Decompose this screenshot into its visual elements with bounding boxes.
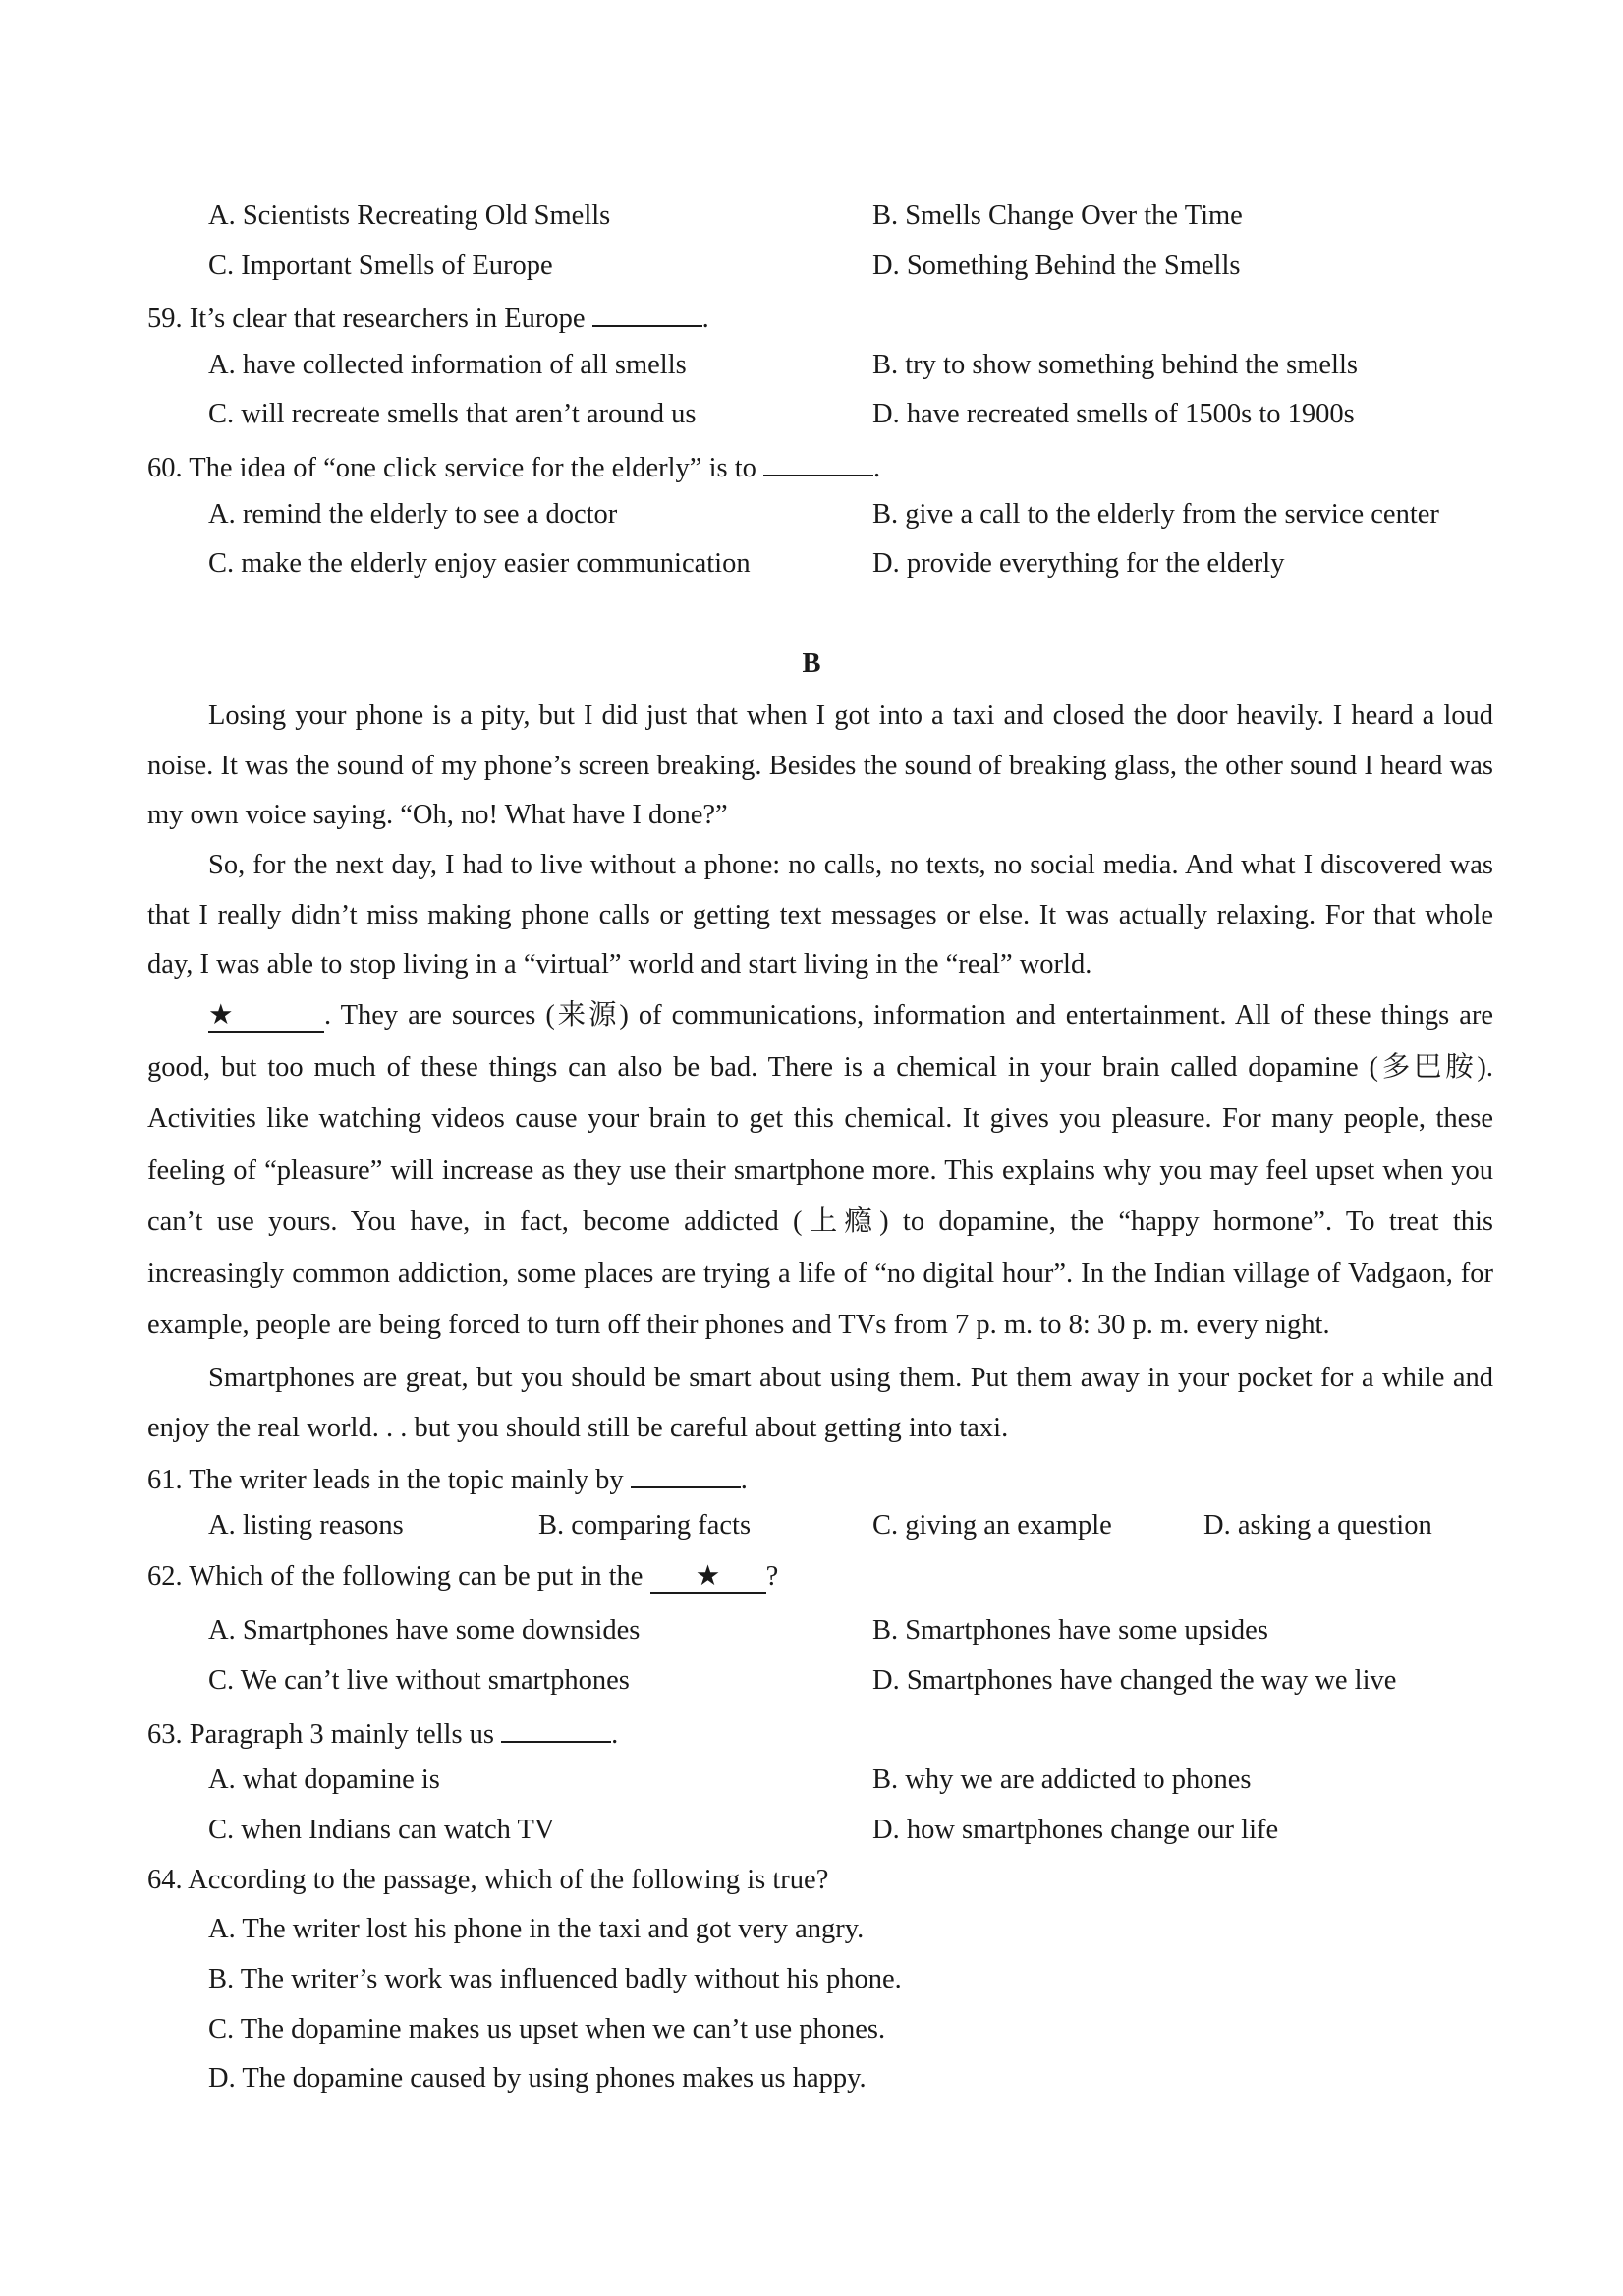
q58-option-c[interactable]: C. Important Smells of Europe — [208, 251, 553, 281]
q61-option-c[interactable]: C. giving an example — [872, 1510, 1112, 1540]
q62-option-c[interactable]: C. We can’t live without smartphones — [208, 1665, 630, 1696]
q63-answer-blank[interactable] — [501, 1717, 611, 1743]
q61-answer-blank[interactable] — [631, 1463, 741, 1488]
q64-stem: 64. According to the passage, which of the following is true? — [147, 1865, 829, 1895]
passage-paragraph-1: Losing your phone is a pity, but I did just that when I got into a taxi and closed the door heavily. I heard a loud noise. It was the sound of my phone’s screen breaking. Besides the sound of breaking glass, the other sound I heard was my own voice saying. “Oh, no! What have I done?” — [147, 700, 1493, 830]
q64-option-c[interactable]: C. The dopamine makes us upset when we can’t use phones. — [208, 2014, 886, 2044]
q59-answer-blank[interactable] — [592, 302, 702, 327]
q60-answer-blank[interactable] — [763, 451, 873, 476]
q59-question — [147, 302, 709, 334]
passage-paragraph-3 — [147, 990, 1493, 1352]
section-title: B — [802, 648, 821, 679]
q60-option-d[interactable]: D. provide everything for the elderly — [872, 548, 1285, 579]
q60-question — [147, 451, 880, 483]
q61-stem: 61. The writer leads in the topic mainly by — [147, 1465, 624, 1495]
q61-option-d[interactable]: D. asking a question — [1203, 1510, 1432, 1540]
paragraph-star-blank: ★ — [208, 1002, 324, 1033]
q58-option-d[interactable]: D. Something Behind the Smells — [872, 251, 1241, 281]
q58-option-a[interactable]: A. Scientists Recreating Old Smells — [208, 200, 611, 231]
q62-option-b[interactable]: B. Smartphones have some upsides — [872, 1615, 1268, 1646]
passage-paragraph-3-text: . They are sources (来源) of communications, information and entertainment. All of these things are good, but too much of these things can also be bad. There is a chemical in your brain called dopamine (多巴胺). Activities like watching videos cause your brain to get this chemical. It gives you pleasure. For many people, these feeling of “pleasure” will increase as they use their smartphone more. This explains why you may feel upset when you can’t use yours. You have, in fact, become addicted (上瘾) to dopamine, the “happy hormone”. To treat this increasingly common addiction, some places are trying a life of “no digital hour”. In the Indian village of Vadgaon, for example, people are being forced to turn off their phones and TVs from 7 p. m. to 8: 30 p. m. every night. — [147, 1000, 1493, 1340]
q63-option-b[interactable]: B. why we are addicted to phones — [872, 1764, 1252, 1795]
q60-option-c[interactable]: C. make the elderly enjoy easier communication — [208, 548, 751, 579]
q63-option-c[interactable]: C. when Indians can watch TV — [208, 1815, 555, 1845]
q64-option-b[interactable]: B. The writer’s work was influenced badly without his phone. — [208, 1964, 902, 1994]
q64-option-d[interactable]: D. The dopamine caused by using phones makes us happy. — [208, 2063, 867, 2094]
q60-end: . — [873, 453, 881, 483]
q63-option-a[interactable]: A. what dopamine is — [208, 1764, 440, 1795]
q63-option-d[interactable]: D. how smartphones change our life — [872, 1815, 1279, 1845]
q58-option-b[interactable]: B. Smells Change Over the Time — [872, 200, 1243, 231]
q64-option-a[interactable]: A. The writer lost his phone in the taxi and got very angry. — [208, 1914, 865, 1944]
q62-star-blank[interactable]: ★ — [650, 1563, 766, 1594]
q60-stem: 60. The idea of “one click service for the elderly” is to — [147, 453, 756, 483]
q60-option-b[interactable]: B. give a call to the elderly from the service center — [872, 499, 1439, 530]
passage-paragraph-4: Smartphones are great, but you should be smart about using them. Put them away in your pocket for a while and enjoy the real world. . . but you should still be careful about getting into taxi. — [147, 1363, 1493, 1443]
q62-option-d[interactable]: D. Smartphones have changed the way we live — [872, 1665, 1397, 1696]
q61-question — [147, 1463, 748, 1495]
q62-option-a[interactable]: A. Smartphones have some downsides — [208, 1615, 641, 1646]
q59-option-a[interactable]: A. have collected information of all smells — [208, 350, 687, 380]
q62-stem: 62. Which of the following can be put in the — [147, 1561, 644, 1592]
q59-stem: 59. It’s clear that researchers in Europe — [147, 304, 586, 334]
q59-option-b[interactable]: B. try to show something behind the smells — [872, 350, 1358, 380]
q61-option-b[interactable]: B. comparing facts — [538, 1510, 752, 1540]
q61-option-a[interactable]: A. listing reasons — [208, 1510, 404, 1540]
passage-paragraph-2: So, for the next day, I had to live without a phone: no calls, no texts, no social media. And what I discovered was that I really didn’t miss making phone calls or getting text messages or else. It was actually relaxing. For that whole day, I was able to stop living in a “virtual” world and start living in the “real” world. — [147, 850, 1493, 980]
q59-option-d[interactable]: D. have recreated smells of 1500s to 1900s — [872, 399, 1355, 429]
q63-stem: 63. Paragraph 3 mainly tells us — [147, 1719, 495, 1750]
q61-end: . — [740, 1465, 748, 1495]
q63-question — [147, 1717, 618, 1750]
q63-end: . — [611, 1719, 619, 1750]
q60-option-a[interactable]: A. remind the elderly to see a doctor — [208, 499, 618, 530]
q62-question — [147, 1563, 778, 1594]
q59-option-c[interactable]: C. will recreate smells that aren’t around us — [208, 399, 697, 429]
q62-end: ? — [765, 1561, 779, 1592]
q59-end: . — [701, 304, 709, 334]
